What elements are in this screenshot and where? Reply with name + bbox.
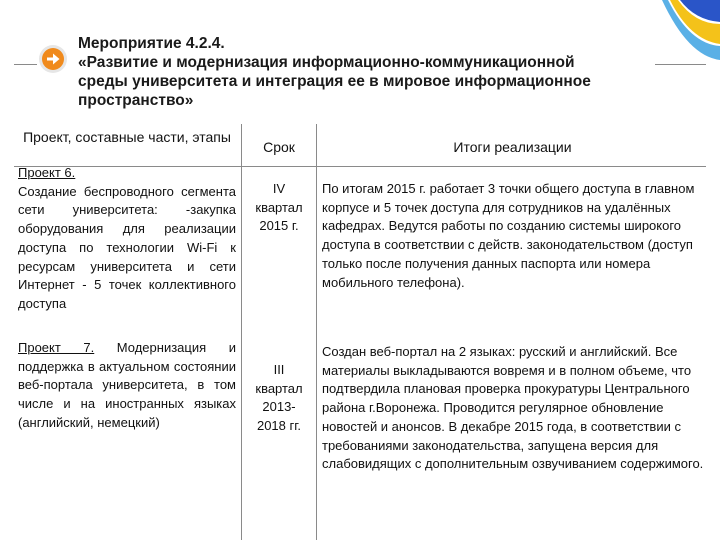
- project-cell: [18, 164, 236, 314]
- project-cell: [18, 339, 236, 433]
- column-divider: [316, 124, 317, 540]
- column-divider: [241, 124, 242, 540]
- term-line: 2015 г.: [259, 218, 299, 234]
- top-rule: [14, 64, 37, 65]
- column-header-term: Срок: [263, 139, 295, 155]
- project-title: Проект 7.: [18, 340, 95, 355]
- column-header-project: Проект, составные части, этапы: [23, 129, 231, 145]
- term-line: IV: [272, 181, 286, 196]
- title-line: среды университета и интеграция ее в мировое информационное: [78, 73, 591, 90]
- term-cell: [244, 361, 314, 436]
- title-line: «Развитие и модернизация информационно-коммуникационной: [78, 54, 575, 71]
- term-cell: [244, 180, 314, 236]
- top-rule: [655, 64, 706, 65]
- arrow-right-icon: [38, 44, 68, 74]
- project-title: Проект 6.: [18, 165, 76, 180]
- result-cell: Создан веб-портал на 2 языках: русский и английский. Все материалы выкладываются вовремя и в полном объеме, что подтвердила плановая проверка прокуратуры Центрального района г.Воронежа. Проводится регулярное обновление новостей и анонсов. В декабре 2015 года, в соответствии с требованиями законодательства, запущена версия для слабовидящих с дополнительным озвучиванием содержимого.: [322, 344, 704, 472]
- column-header-result: Итоги реализации: [453, 139, 572, 155]
- project-description: Создание беспроводного сегмента сети университета: -закупка оборудования для реализации доступа по технологии Wi-Fi к ресурсам университета и сети Интернет - 5 точек коллективного доступа: [18, 183, 236, 311]
- project-description: Модернизация и поддержка в актуальном состоянии веб-портала университета, в том числе и на иностранных языках (английский, немецкий): [18, 340, 236, 430]
- term-line: квартал: [255, 199, 303, 215]
- term-line: 2018 гг.: [256, 418, 302, 434]
- title-line: пространство»: [78, 92, 194, 109]
- title-line: Мероприятие 4.2.4.: [78, 35, 225, 52]
- term-line: 2013-: [262, 399, 296, 415]
- result-cell: По итогам 2015 г. работает 3 точки общего доступа в главном корпусе и 5 точек доступа для сотрудников на удалённых кафедрах. Ведутся работы по созданию системы широкого доступа в соответствии с действ. законодательством (доступ только после получения данных паспорта или номера мобильного телефона).: [322, 181, 695, 290]
- term-line: III: [273, 362, 285, 377]
- term-line: квартал: [255, 380, 303, 396]
- page-title: [78, 34, 698, 110]
